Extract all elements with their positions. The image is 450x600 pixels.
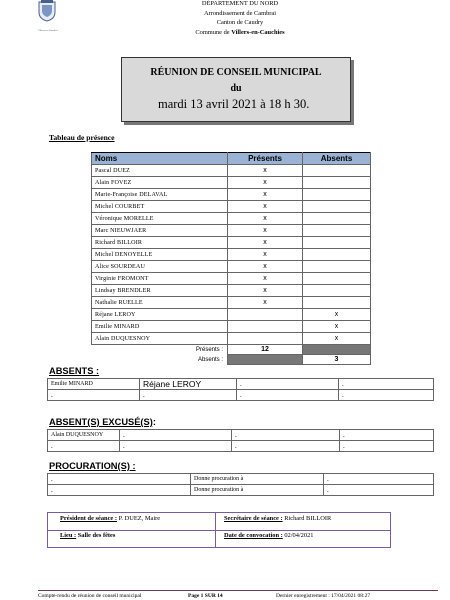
meeting-title-box (121, 57, 351, 122)
presence-absent-cell (303, 177, 371, 189)
presence-absent-cell (303, 261, 371, 273)
administrative-header (140, 0, 340, 37)
page-footer (38, 593, 438, 599)
procuration-cell: . (324, 485, 434, 496)
presence-absent-cell (303, 297, 371, 309)
table-row (92, 237, 371, 249)
presence-absent-cell: x (303, 321, 371, 333)
crest-caption: Villers-en-Cauchies (38, 29, 58, 32)
president-de-seance: Président de séance : P. DUEZ, Maire (60, 515, 161, 522)
absents-heading: ABSENTS : (49, 366, 100, 376)
footer-left: Compte-rendu de réunion de conseil municipal (38, 593, 142, 599)
procuration-cell: . (48, 485, 191, 496)
procuration-cell: . (48, 474, 191, 485)
table-row (48, 390, 434, 401)
presence-header-row (92, 153, 371, 165)
total-present-label: Présents : (195, 346, 223, 353)
footer-divider (38, 590, 438, 591)
presence-absent-cell (303, 285, 371, 297)
excuses-cell: . (232, 441, 340, 452)
column-header-absents: Absents (303, 153, 371, 165)
meeting-date: mardi 13 avril 2021 à 18 h 30. (158, 97, 310, 111)
presence-present-cell: x (228, 189, 303, 201)
presence-present-cell (228, 333, 303, 345)
presence-name-cell: Michel COURBET (92, 201, 228, 213)
presence-present-cell: x (228, 249, 303, 261)
presence-heading: Tableau de présence (49, 133, 115, 142)
table-row (92, 189, 371, 201)
excuses-heading: ABSENT(S) EXCUSÉ(S): (49, 417, 156, 427)
presence-present-cell: x (228, 297, 303, 309)
presence-name-cell: Alain DUQUESNOY (92, 333, 228, 345)
presence-absent-cell (303, 213, 371, 225)
procuration-cell: Donne procuration à (191, 474, 324, 485)
presence-absent-cell (303, 189, 371, 201)
excuses-cell: . (340, 441, 434, 452)
table-row (92, 177, 371, 189)
presence-absent-cell (303, 237, 371, 249)
procurations-heading: PROCURATION(S) : (49, 461, 136, 471)
total-present-row (92, 345, 371, 355)
total-cell-gray (228, 355, 303, 365)
presence-name-cell: Alain FOVEZ (92, 177, 228, 189)
excuses-cell: . (340, 430, 434, 441)
footer-page: Page 1 SUR 14 (188, 593, 223, 599)
table-row (92, 261, 371, 273)
table-row (92, 273, 371, 285)
presence-name-cell: Virginie FROMONT (92, 273, 228, 285)
header-canton: Canton de Caudry (216, 19, 264, 27)
footer-right: Dernier enregistrement : 17/04/2021 08:27 (276, 593, 371, 599)
presence-absent-cell (303, 249, 371, 261)
excuses-cell: . (48, 441, 120, 452)
absents-cell: . (339, 379, 434, 390)
table-row (48, 379, 434, 390)
presence-present-cell: x (228, 225, 303, 237)
presence-name-cell: Lindsay BRENDLER (92, 285, 228, 297)
absents-cell: . (140, 390, 237, 401)
presence-name-cell: Emilie MINARD (92, 321, 228, 333)
crest-icon (38, 0, 56, 22)
session-info-box (47, 512, 391, 548)
presence-absent-cell (303, 273, 371, 285)
absents-cell: . (237, 390, 339, 401)
total-absent-row (92, 355, 371, 365)
header-commune: Commune de Villers-en-Cauchies (195, 28, 285, 36)
presence-name-cell: Réjane LEROY (92, 309, 228, 321)
secretaire-de-seance: Secrétaire de séance : Richard BILLOIR (224, 515, 332, 522)
table-row (92, 285, 371, 297)
table-row (92, 213, 371, 225)
table-row (92, 201, 371, 213)
presence-present-cell: x (228, 165, 303, 177)
table-row (48, 474, 434, 485)
commune-crest (38, 0, 56, 22)
total-present-value: 12 (228, 345, 303, 355)
presence-absent-cell: x (303, 333, 371, 345)
presence-name-cell: Véronique MORELLE (92, 213, 228, 225)
presence-absent-cell (303, 201, 371, 213)
session-info-divider (215, 513, 216, 547)
presence-table (91, 152, 371, 365)
table-row (92, 333, 371, 345)
presence-name-cell: Marc NIEUWJAER (92, 225, 228, 237)
presence-present-cell (228, 309, 303, 321)
presence-name-cell: Nathalie RUELLE (92, 297, 228, 309)
presence-present-cell: x (228, 273, 303, 285)
header-arrondissement: Arrondissement de Cambrai (203, 9, 277, 17)
presence-present-cell: x (228, 261, 303, 273)
absents-cell: . (237, 379, 339, 390)
absents-cell: Réjane LEROY (140, 379, 237, 390)
table-row (92, 297, 371, 309)
table-row (92, 225, 371, 237)
procuration-cell: Donne procuration à (191, 485, 324, 496)
absents-cell: . (48, 390, 140, 401)
procurations-table (47, 473, 434, 496)
table-row (92, 165, 371, 177)
total-cell-gray (303, 345, 371, 355)
absents-cell: Emilie MINARD (48, 379, 140, 390)
table-row (92, 321, 371, 333)
excuses-cell: Alain DUQUESNOY (48, 430, 120, 441)
table-row (92, 309, 371, 321)
table-row (48, 441, 434, 452)
presence-name-cell: Pascal DUEZ (92, 165, 228, 177)
presence-present-cell: x (228, 201, 303, 213)
absents-table (47, 378, 434, 401)
excuses-cell: . (120, 430, 232, 441)
absents-cell: . (339, 390, 434, 401)
table-row (48, 430, 434, 441)
presence-name-cell: Marie-Françoise DELAVAL (92, 189, 228, 201)
presence-present-cell: x (228, 237, 303, 249)
excuses-cell: . (232, 430, 340, 441)
presence-present-cell: x (228, 213, 303, 225)
procuration-cell: . (324, 474, 434, 485)
presence-absent-cell: x (303, 309, 371, 321)
table-row (92, 249, 371, 261)
column-header-noms: Noms (92, 153, 228, 165)
lieu: Lieu : Salle des fêtes (60, 532, 116, 539)
meeting-title: RÉUNION DE CONSEIL MUNICIPAL (150, 67, 322, 78)
excuses-table (47, 429, 434, 452)
presence-absent-cell (303, 225, 371, 237)
presence-present-cell: x (228, 285, 303, 297)
presence-present-cell: x (228, 177, 303, 189)
presence-name-cell: Richard BILLOIR (92, 237, 228, 249)
total-absent-label: Absents : (197, 356, 223, 363)
presence-name-cell: Alice SOURDEAU (92, 261, 228, 273)
meeting-title-du: du (230, 83, 242, 94)
total-absent-value: 3 (303, 355, 371, 365)
presence-name-cell: Michel DENOYELLE (92, 249, 228, 261)
presence-absent-cell (303, 165, 371, 177)
date-de-convocation: Date de convocation : 02/04/2021 (224, 532, 314, 539)
column-header-presents: Présents (228, 153, 303, 165)
excuses-cell: . (120, 441, 232, 452)
table-row (48, 485, 434, 496)
presence-present-cell (228, 321, 303, 333)
header-department: DÉPARTEMENT DU NORD (201, 0, 279, 7)
